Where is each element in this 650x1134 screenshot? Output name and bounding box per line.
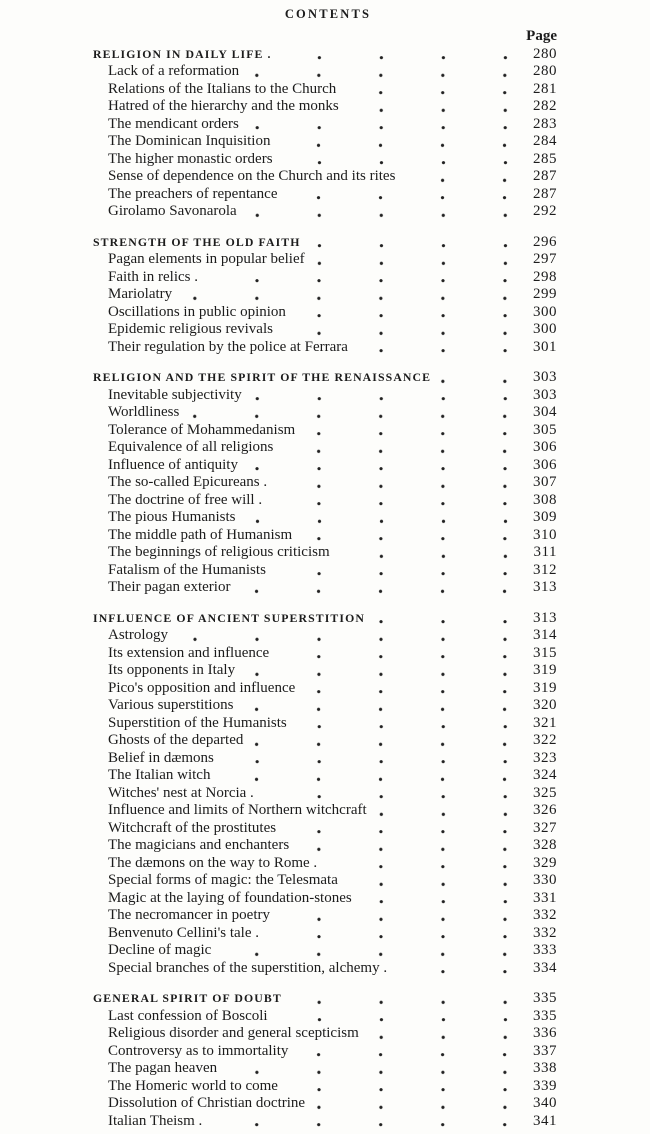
toc-entry-row	[93, 186, 557, 204]
dot-leader	[360, 890, 511, 908]
dot-leader	[295, 715, 511, 733]
toc-entry-row	[93, 645, 557, 663]
page-number: 319	[533, 662, 557, 678]
entry-label: Hatred of the hierarchy and the monks	[108, 98, 339, 114]
entry-label: Belief in dæmons	[108, 749, 214, 766]
dot-leader	[274, 562, 511, 580]
toc-entry-row	[93, 116, 557, 134]
dot-leader	[210, 1113, 511, 1131]
dot-leader	[347, 98, 511, 116]
toc-entry-row	[93, 321, 557, 339]
entry-label: The so-called Epicureans .	[108, 474, 268, 490]
dot-leader	[241, 697, 511, 715]
section-heading-label: RELIGION IN DAILY LIFE .	[93, 46, 272, 61]
toc-entry-row	[93, 63, 557, 81]
toc-entry-row	[93, 509, 557, 527]
page-number: 306	[533, 439, 557, 455]
section-heading-label: RELIGION AND THE SPIRIT OF THE RENAISSANCE	[93, 370, 432, 384]
toc-entry-row	[93, 907, 557, 925]
dot-leader	[277, 645, 511, 663]
entry-label: Special branches of the superstition, alchemy .	[108, 959, 388, 976]
toc-entry-row	[93, 767, 557, 785]
toc-entry-row	[93, 203, 557, 221]
toc-entry-row	[93, 168, 557, 186]
dot-leader	[346, 872, 511, 890]
page-number: 335	[533, 990, 557, 1006]
toc-entry-row	[93, 925, 557, 943]
page-number: 304	[533, 404, 557, 420]
page-number: 340	[533, 1095, 557, 1111]
dot-leader	[313, 1095, 511, 1113]
entry-label: Ghosts of the departed	[108, 732, 244, 748]
dot-leader	[367, 1025, 511, 1043]
page-number: 280	[533, 63, 557, 79]
page-number: 326	[533, 802, 557, 818]
toc-section	[93, 46, 557, 221]
entry-label: Its opponents in Italy	[108, 662, 236, 678]
page-number: 303	[533, 369, 557, 385]
page-number: 284	[533, 133, 557, 149]
toc-entry-row	[93, 81, 557, 99]
entry-label: Magic at the laying of foundation-stones	[108, 889, 352, 906]
toc-entry-row	[93, 1095, 557, 1113]
page-number: 287	[533, 168, 557, 184]
entry-label: Superstition of the Humanists	[108, 714, 287, 731]
page-number: 292	[533, 203, 557, 219]
page-column-header: Page	[526, 28, 557, 44]
page-number: 300	[533, 303, 557, 320]
page-number: 300	[533, 321, 557, 337]
toc-section	[93, 610, 557, 978]
dot-leader	[297, 837, 511, 855]
page-number: 325	[533, 784, 557, 801]
dot-leader	[373, 610, 511, 628]
section-heading-row	[93, 46, 557, 64]
toc-entry-row	[93, 579, 557, 597]
page-number: 303	[533, 386, 557, 403]
page-number: 321	[533, 714, 557, 731]
page-number: 314	[533, 627, 557, 643]
toc-entry-row	[93, 697, 557, 715]
dot-leader	[225, 1060, 511, 1078]
entry-label: Benvenuto Cellini's tale .	[108, 924, 260, 941]
toc-entry-row	[93, 890, 557, 908]
section-heading-label: STRENGTH OF THE OLD FAITH	[93, 234, 301, 249]
page-number: 298	[533, 268, 557, 285]
entry-label: The beginnings of religious criticism	[108, 544, 330, 560]
page-number: 332	[533, 907, 557, 923]
entry-label: Pico's opposition and influence	[108, 679, 296, 696]
page-number: 299	[533, 286, 557, 302]
entry-label: The pagan heaven	[108, 1060, 218, 1076]
entry-label: Lack of a reformation	[108, 63, 240, 79]
toc-entry-row	[93, 820, 557, 838]
dot-leader	[176, 627, 511, 645]
dot-leader	[281, 151, 511, 169]
dot-leader	[281, 321, 511, 339]
toc-entry-row	[93, 1025, 557, 1043]
toc-entry-row	[93, 457, 557, 475]
section-heading-row	[93, 610, 557, 628]
page-number: 335	[533, 1007, 557, 1024]
dot-leader	[246, 457, 511, 475]
toc-entry-row	[93, 627, 557, 645]
entry-label: Faith in relics .	[108, 268, 198, 285]
dot-leader	[344, 81, 511, 99]
page-number: 309	[533, 509, 557, 525]
dot-leader	[356, 339, 511, 357]
dot-leader	[290, 990, 511, 1008]
toc-section	[93, 234, 557, 357]
dot-leader	[325, 855, 511, 873]
page-number: 341	[533, 1112, 557, 1129]
page-number: 311	[533, 544, 557, 560]
page-number: 313	[533, 609, 557, 626]
entry-label: The pious Humanists	[108, 509, 236, 525]
entry-label: Their regulation by the police at Ferrara	[108, 338, 348, 355]
page-number: 306	[533, 456, 557, 473]
dot-leader	[278, 133, 511, 151]
dot-leader	[250, 387, 511, 405]
dot-leader	[309, 234, 511, 252]
page-number: 322	[533, 732, 557, 748]
dot-leader	[243, 662, 511, 680]
entry-label: Religious disorder and general scepticism	[108, 1025, 359, 1041]
page-number: 323	[533, 749, 557, 766]
entry-label: Mariolatry	[108, 286, 173, 302]
entry-label: Worldliness	[108, 404, 180, 420]
page-number: 312	[533, 561, 557, 578]
entry-label: Pagan elements in popular belief	[108, 251, 305, 267]
toc-entry-row	[93, 1060, 557, 1078]
entry-label: Relations of the Italians to the Church	[108, 80, 337, 97]
entry-label: Equivalence of all religions	[108, 439, 274, 455]
toc-entry-row	[93, 439, 557, 457]
page-number: 301	[533, 338, 557, 355]
dot-leader	[286, 1078, 511, 1096]
dot-leader	[270, 492, 511, 510]
page-number: 319	[533, 679, 557, 696]
entry-label: Dissolution of Christian doctrine	[108, 1095, 306, 1111]
dot-leader	[284, 820, 511, 838]
toc-entry-row	[93, 715, 557, 733]
page-title: CONTENTS	[284, 7, 372, 21]
toc-entry-row	[93, 837, 557, 855]
toc-entry-row	[93, 732, 557, 750]
page-number: 315	[533, 644, 557, 661]
entry-label: Its extension and influence	[108, 644, 270, 661]
toc-entry-row	[93, 562, 557, 580]
page-number: 328	[533, 837, 557, 853]
dot-leader	[300, 527, 511, 545]
page-number: 287	[533, 185, 557, 202]
dot-leader	[187, 404, 511, 422]
entry-label: The Italian witch	[108, 767, 211, 783]
dot-leader	[218, 767, 511, 785]
dot-leader	[219, 942, 511, 960]
dot-leader	[338, 544, 511, 562]
toc-entry-row	[93, 474, 557, 492]
entry-label: Influence and limits of Northern witchcraft	[108, 802, 367, 818]
entry-label: Girolamo Savonarola	[108, 203, 237, 219]
entry-label: Epidemic religious revivals	[108, 321, 273, 337]
dot-leader	[222, 750, 511, 768]
entry-label: Witchcraft of the prostitutes	[108, 819, 277, 836]
page-number: 336	[533, 1025, 557, 1041]
toc-entry-row	[93, 304, 557, 322]
toc-entry-row	[93, 802, 557, 820]
toc-entry-row	[93, 960, 557, 978]
dot-leader	[247, 116, 511, 134]
dot-leader	[439, 369, 511, 387]
page-number: 305	[533, 421, 557, 438]
toc-entry-row	[93, 339, 557, 357]
page-number: 296	[533, 233, 557, 250]
dot-leader	[294, 304, 511, 322]
entry-label: Fatalism of the Humanists	[108, 561, 266, 578]
page-number: 331	[533, 889, 557, 906]
toc-entry-row	[93, 680, 557, 698]
toc-entry-row	[93, 151, 557, 169]
page-number: 285	[533, 150, 557, 167]
dot-leader	[280, 46, 511, 64]
toc-entry-row	[93, 387, 557, 405]
dot-leader	[275, 474, 511, 492]
dot-leader	[303, 680, 511, 698]
toc-entry-row	[93, 527, 557, 545]
entry-label: Oscillations in public opinion	[108, 303, 286, 320]
toc-entry-row	[93, 942, 557, 960]
dot-leader	[247, 63, 511, 81]
page-number: 333	[533, 942, 557, 958]
dot-leader	[206, 269, 511, 287]
page-number: 308	[533, 491, 557, 508]
page-number: 332	[533, 924, 557, 941]
entry-label: The Dominican Inquisition	[108, 133, 271, 149]
toc-entry-row	[93, 133, 557, 151]
entry-label: The magicians and enchanters	[108, 837, 290, 853]
toc-entry-row	[93, 404, 557, 422]
toc-entry-row	[93, 855, 557, 873]
toc-section	[93, 369, 557, 597]
toc-entry-row	[93, 750, 557, 768]
toc-entry-row	[93, 1043, 557, 1061]
entry-label: The preachers of repentance	[108, 185, 278, 202]
entry-label: Astrology	[108, 627, 168, 643]
entry-label: Last confession of Boscoli	[108, 1007, 268, 1024]
dot-leader	[403, 168, 511, 186]
toc-entry-row	[93, 492, 557, 510]
section-heading-label: INFLUENCE OF ANCIENT SUPERSTITION	[93, 610, 365, 625]
section-heading-row	[93, 990, 557, 1008]
section-heading-label: GENERAL SPIRIT OF DOUBT	[93, 991, 282, 1005]
page-number: 329	[533, 854, 557, 871]
toc-entry-row	[93, 286, 557, 304]
page-number: 334	[533, 959, 557, 976]
page-number: 313	[533, 579, 557, 595]
dot-leader	[262, 785, 511, 803]
toc-entry-row	[93, 785, 557, 803]
entry-label: Their pagan exterior	[108, 579, 231, 595]
page-number: 320	[533, 697, 557, 713]
entry-label: Influence of antiquity	[108, 456, 238, 473]
toc-entry-row	[93, 422, 557, 440]
entry-label: Inevitable subjectivity	[108, 386, 242, 403]
toc-entry-row	[93, 1078, 557, 1096]
page-number: 310	[533, 526, 557, 543]
dot-leader	[238, 579, 511, 597]
dot-leader	[251, 732, 511, 750]
page-number: 307	[533, 474, 557, 490]
section-heading-row	[93, 234, 557, 252]
toc-entry-row	[93, 1008, 557, 1026]
page-number: 338	[533, 1060, 557, 1076]
entry-label: Controversy as to immortality	[108, 1042, 289, 1059]
entry-label: The Homeric world to come	[108, 1077, 278, 1094]
entry-label: The dæmons on the way to Rome .	[108, 854, 318, 871]
entry-label: The doctrine of free will .	[108, 491, 263, 508]
toc-sections	[93, 46, 557, 1131]
page-number: 327	[533, 819, 557, 836]
entry-label: The mendicant orders	[108, 115, 239, 132]
page-number: 282	[533, 98, 557, 114]
dot-leader	[375, 802, 511, 820]
dot-leader	[296, 1043, 511, 1061]
dot-leader	[244, 509, 512, 527]
page-number: 297	[533, 251, 557, 267]
toc-entry-row	[93, 1113, 557, 1131]
entry-label: Tolerance of Mohammedanism	[108, 421, 296, 438]
page-number: 324	[533, 767, 557, 783]
dot-leader	[267, 925, 511, 943]
dot-leader	[180, 286, 511, 304]
entry-label: Various superstitions	[108, 697, 234, 713]
page-number: 280	[533, 45, 557, 62]
toc-entry-row	[93, 872, 557, 890]
dot-leader	[285, 186, 511, 204]
entry-label: Decline of magic	[108, 942, 212, 958]
toc-entry-row	[93, 544, 557, 562]
toc-entry-row	[93, 662, 557, 680]
entry-label: Italian Theism .	[108, 1112, 203, 1129]
page-number: 283	[533, 115, 557, 132]
section-heading-row	[93, 369, 557, 387]
entry-label: The higher monastic orders	[108, 150, 273, 167]
entry-label: Sense of dependence on the Church and its rites	[108, 168, 396, 184]
toc-section	[93, 990, 557, 1130]
dot-leader	[313, 251, 511, 269]
dot-leader	[276, 1008, 511, 1026]
page-number: 339	[533, 1077, 557, 1094]
dot-leader	[395, 960, 511, 978]
entry-label: The necromancer in poetry	[108, 907, 271, 923]
entry-label: Witches' nest at Norcia .	[108, 784, 254, 801]
dot-leader	[281, 439, 511, 457]
page-number: 281	[533, 80, 557, 97]
toc-entry-row	[93, 269, 557, 287]
entry-label: Special forms of magic: the Telesmata	[108, 872, 338, 888]
dot-leader	[245, 203, 511, 221]
entry-label: The middle path of Humanism	[108, 526, 293, 543]
dot-leader	[278, 907, 511, 925]
dot-leader	[303, 422, 511, 440]
toc-entry-row	[93, 251, 557, 269]
toc-entry-row	[93, 98, 557, 116]
page-number: 337	[533, 1042, 557, 1059]
page-number: 330	[533, 872, 557, 888]
